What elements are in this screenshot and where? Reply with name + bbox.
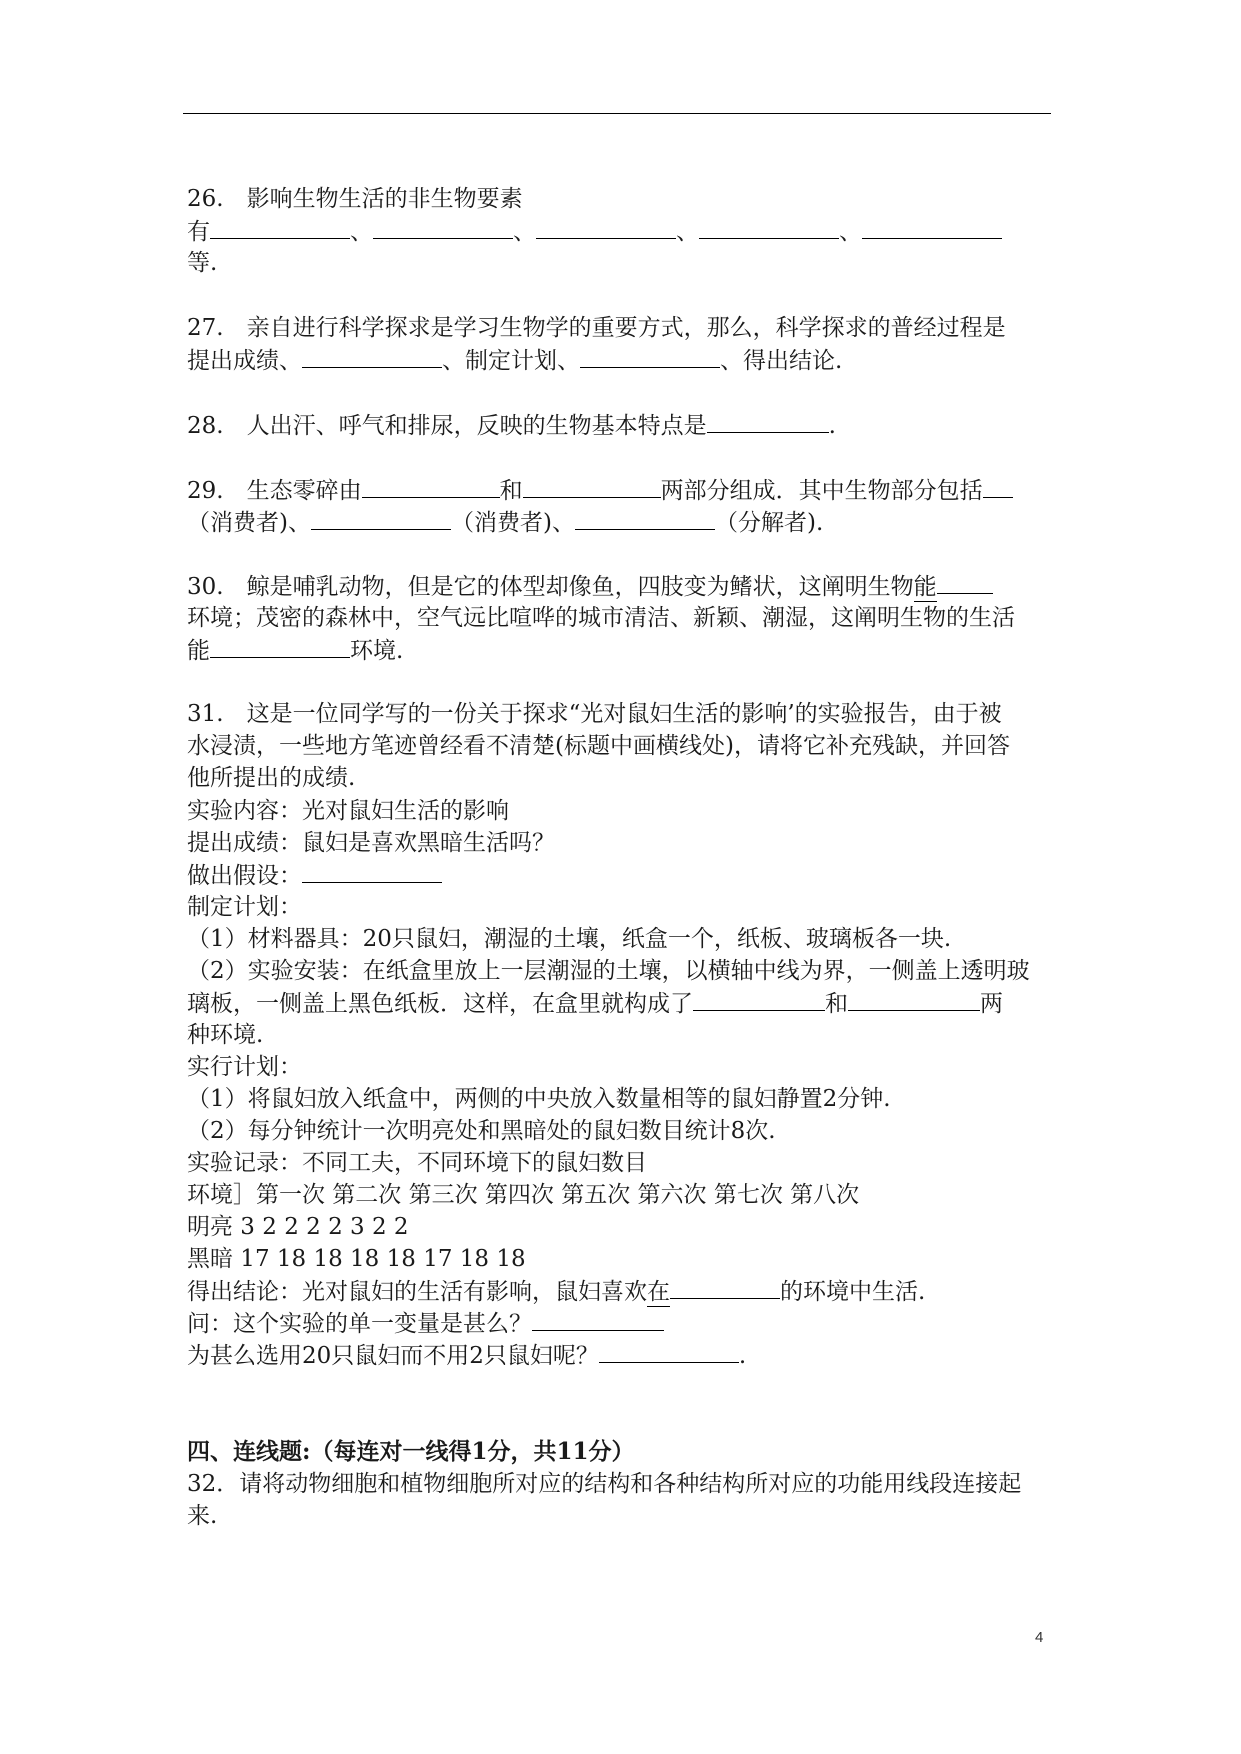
- q29-blank-2[interactable]: [523, 475, 661, 498]
- q31-text: 种环境.: [187, 1022, 264, 1048]
- q29-text-e: （消费者)、: [450, 510, 575, 536]
- q31-text: 两: [980, 991, 1003, 1017]
- separator: 、: [513, 219, 536, 245]
- q26-text: 26. 影响生物生活的非生物要素: [187, 186, 523, 212]
- q31-text: 做出假设：: [187, 863, 302, 889]
- q27-blank-2[interactable]: [580, 345, 720, 368]
- q31-execute: [187, 1052, 302, 1082]
- q29-text-c: 两部分组成．其中生物部分包括: [660, 478, 983, 504]
- q31-text: 黑暗 17 18 18 18 18 17 18 18: [187, 1246, 526, 1272]
- q31-hypothesis-blank[interactable]: [302, 860, 442, 883]
- q30-text-c: 能: [187, 638, 210, 664]
- q31-text: 问：这个实验的单一变量是甚么？: [187, 1311, 532, 1337]
- q31-environment-blank-1[interactable]: [693, 988, 825, 1011]
- q31-conclusion: [187, 1276, 925, 1306]
- q29-blank-4[interactable]: [311, 507, 451, 530]
- separator: 、: [839, 219, 862, 245]
- q31-plan-4: [187, 1020, 263, 1050]
- q32-line1: [187, 1469, 1021, 1499]
- q31-plan: [187, 892, 302, 922]
- q29-blank-1[interactable]: [362, 475, 500, 498]
- q29-text-b: 和: [499, 478, 523, 504]
- q31-question: [187, 828, 555, 858]
- q31-text: 为甚么选用20只鼠妇而不用2只鼠妇呢？: [187, 1343, 599, 1369]
- q30-text-b: 环境；茂密的森林中，空气远比喧哗的城市清洁、新颖、潮湿，这阐明生物的生活: [187, 605, 1015, 631]
- q30-blank-2[interactable]: [210, 635, 350, 658]
- q27-text-b: 、制定计划、: [442, 348, 580, 374]
- q31-environment-blank-2[interactable]: [848, 988, 980, 1011]
- q31-text: 实验内容：光对鼠妇生活的影响: [187, 798, 509, 824]
- q31-text: 制定计划：: [187, 894, 302, 920]
- page-number: 4: [1035, 1629, 1044, 1646]
- q31-line2: [187, 731, 1010, 761]
- q31-plan-2: [187, 956, 1030, 986]
- q29-line2: [187, 507, 823, 537]
- q31-hypothesis: [187, 860, 442, 890]
- q31-conclusion-blank[interactable]: [670, 1276, 780, 1299]
- section-4-heading: [187, 1437, 635, 1467]
- q31-text: （2）实验安装：在纸盒里放上一层潮湿的土壤，以横轴中线为界，一侧盖上透明玻: [187, 958, 1030, 984]
- q31-text: .: [738, 1343, 747, 1369]
- q31-execute-2: [187, 1116, 776, 1146]
- q26-line1: [187, 184, 523, 214]
- q29-line1: [187, 475, 1013, 505]
- q30-line2: [187, 603, 1015, 633]
- q31-text: （1）材料器具：20只鼠妇，潮湿的土壤，纸盒一个，纸板、玻璃板各一块.: [187, 926, 952, 952]
- q27-text-a: 提出成绩、: [187, 348, 302, 374]
- q31-row-bright: [187, 1212, 409, 1242]
- q29-text-d: （消费者)、: [187, 510, 311, 536]
- section-heading-text: 四、连线题:（每连对一线得1分，共11分）: [187, 1438, 635, 1465]
- q26-blank-4[interactable]: [699, 216, 839, 239]
- q31-text: 的环境中生活.: [780, 1279, 926, 1305]
- q27-line1: [187, 313, 1006, 343]
- q26-blank-2[interactable]: [373, 216, 513, 239]
- q32-text: 来.: [187, 1503, 218, 1529]
- q31-text: 环境］第一次 第二次 第三次 第四次 第五次 第六次 第七次 第八次: [187, 1182, 860, 1208]
- q31-text: 实行计划：: [187, 1054, 302, 1080]
- q31-underlined-text: 在: [647, 1279, 670, 1305]
- q31-text: 他所提出的成绩.: [187, 765, 356, 791]
- q27-text-c: 、得出结论.: [720, 348, 843, 374]
- q27-blank-1[interactable]: [302, 345, 442, 368]
- q31-table-header: [187, 1180, 859, 1210]
- q31-content: [187, 796, 509, 826]
- q30-text-a: 30. 鲸是哺乳动物，但是它的体型却像鱼，四肢变为鳍状，这阐明生物: [187, 574, 914, 600]
- q26-line3: [187, 248, 217, 278]
- q26-line2: [187, 216, 1002, 246]
- q31-text: 璃板，一侧盖上黑色纸板．这样，在盒里就构成了: [187, 991, 693, 1017]
- q30-line1: [187, 571, 993, 601]
- q29-blank-3[interactable]: [983, 475, 1013, 498]
- q26-blank-5[interactable]: [862, 216, 1002, 239]
- q31-text: （2）每分钟统计一次明亮处和黑暗处的鼠妇数目统计8次.: [187, 1118, 776, 1144]
- q31-plan-1: [187, 924, 951, 954]
- q31-text: 实验记录：不同工夫，不同环境下的鼠妇数目: [187, 1150, 647, 1176]
- header-rule: [183, 113, 1051, 114]
- q31-text: 得出结论：光对鼠妇的生活有影响，鼠妇喜欢: [187, 1279, 647, 1305]
- q28-period: .: [828, 413, 836, 439]
- q29-text-f: （分解者).: [714, 510, 824, 536]
- q31-ask-2: [187, 1340, 746, 1370]
- q29-blank-5[interactable]: [575, 507, 715, 530]
- q26-suffix: 等.: [187, 250, 218, 276]
- q31-text: 提出成绩：鼠妇是喜欢黑暗生活吗？: [187, 830, 555, 856]
- q26-blank-1[interactable]: [210, 216, 350, 239]
- q32-line2: [187, 1501, 217, 1531]
- q31-text: （1）将鼠妇放入纸盒中，两侧的中央放入数量相等的鼠妇静置2分钟.: [187, 1086, 891, 1112]
- separator: 、: [350, 219, 373, 245]
- q31-line1: [187, 699, 1002, 729]
- q28-text: 28. 人出汗、呼气和排尿，反映的生物基本特点是: [187, 413, 707, 439]
- separator: 、: [676, 219, 699, 245]
- q26-blank-3[interactable]: [536, 216, 676, 239]
- q31-record: [187, 1148, 647, 1178]
- q31-reason-blank[interactable]: [599, 1340, 739, 1363]
- q31-text: 明亮 3 2 2 2 2 3 2 2: [187, 1214, 409, 1240]
- q27-text: 27. 亲自进行科学探求是学习生物学的重要方式，那么，科学探求的普经过程是: [187, 315, 1006, 341]
- q26-prefix: 有: [187, 219, 210, 245]
- q28-line1: [187, 410, 836, 440]
- q27-line2: [187, 345, 842, 375]
- q31-text: 水浸渍，一些地方笔迹曾经看不清楚(标题中画横线处)，请将它补充残缺，并回答: [187, 733, 1010, 759]
- q29-text-a: 29. 生态零碎由: [187, 478, 362, 504]
- q31-plan-3: [187, 988, 1003, 1018]
- q31-text: 31. 这是一位同学写的一份关于探求“光对鼠妇生活的影响’的实验报告，由于被: [187, 701, 1002, 727]
- q31-execute-1: [187, 1084, 891, 1114]
- q28-blank[interactable]: [707, 410, 829, 433]
- q30-blank-1[interactable]: [937, 571, 993, 594]
- q31-ask-1: [187, 1308, 664, 1338]
- q31-line3: [187, 763, 355, 793]
- q30-underlined-text: 能: [913, 574, 937, 600]
- q32-text: 32．请将动物细胞和植物细胞所对应的结构和各种结构所对应的功能用线段连接起: [187, 1471, 1022, 1497]
- q30-text-d: 环境.: [350, 638, 404, 664]
- q31-text: 和: [825, 991, 848, 1017]
- q31-variable-blank[interactable]: [532, 1308, 664, 1331]
- q31-row-dark: [187, 1244, 526, 1274]
- q30-line3: [187, 635, 403, 665]
